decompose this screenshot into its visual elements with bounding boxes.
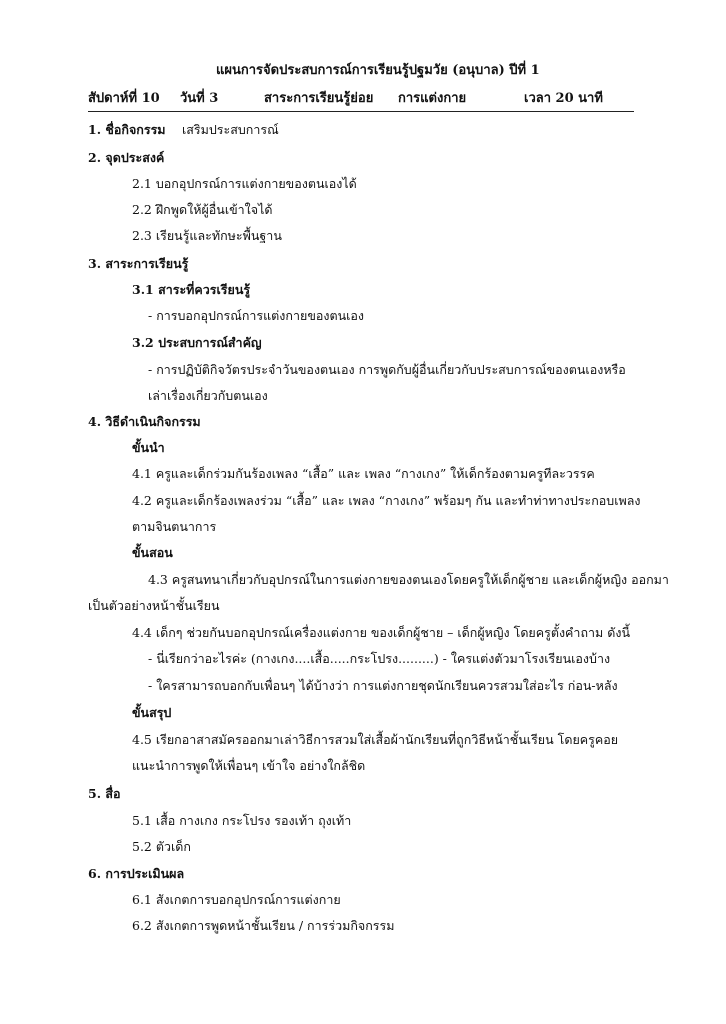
- content-item: - การบอกอุปกรณ์การแต่งกายของตนเอง: [148, 308, 365, 323]
- evaluation-item: 6.2 สังเกตการพูดหน้าชั้นเรียน / การร่วมกิจกรรม: [132, 918, 395, 933]
- section-3-heading: 3. สาระการเรียนรู้: [88, 256, 189, 271]
- objective-item: 2.1 บอกอุปกรณ์การแต่งกายของตนเองได้: [132, 176, 357, 191]
- section-2-heading: 2. จุดประสงค์: [88, 150, 165, 165]
- evaluation-item: 6.1 สังเกตการบอกอุปกรณ์การแต่งกาย: [132, 892, 341, 907]
- day-label: วันที่ 3: [180, 91, 219, 106]
- procedure-item: 4.5 เรียกอาสาสมัครออกมาเล่าวิธีการสวมใส่เสื้อผ้านักเรียนที่ถูกวิธีหน้าชั้นเรียน โดยครูคอย: [132, 732, 619, 747]
- procedure-item: 4.2 ครูและเด็กร้องเพลงร่วม “เสื้อ” และ เพลง “กางเกง” พร้อมๆ กัน และทำท่าทางประกอบเพลง: [132, 493, 641, 508]
- procedure-item-cont: เป็นตัวอย่างหน้าชั้นเรียน: [88, 598, 220, 613]
- summary-heading: ขั้นสรุป: [132, 705, 172, 720]
- time-label: เวลา 20 นาที: [524, 91, 603, 106]
- topic-label: สาระการเรียนรู้ย่อย: [264, 91, 374, 106]
- subsection-3-1-heading: 3.1 สาระที่ควรเรียนรู้: [132, 282, 251, 297]
- objective-item: 2.3 เรียนรู้และทักษะพื้นฐาน: [132, 228, 282, 243]
- subsection-3-2-heading: 3.2 ประสบการณ์สำคัญ: [132, 335, 262, 350]
- section-6-heading: 6. การประเมินผล: [88, 866, 185, 881]
- question-item: - นี่เรียกว่าอะไรค่ะ (กางเกง....เสื้อ.....กระโปรง.........) - ใครแต่งตัวมาโรงเรียนเองบ้าง: [148, 651, 611, 666]
- objective-item: 2.2 ฝึกพูดให้ผู้อื่นเข้าใจได้: [132, 202, 273, 217]
- content-item-cont: เล่าเรื่องเกี่ยวกับตนเอง: [148, 388, 268, 403]
- procedure-item: 4.4 เด็กๆ ช่วยกันบอกอุปกรณ์เครื่องแต่งกาย ของเด็กผู้ชาย – เด็กผู้หญิง โดยครูตั้งคำถาม ดังนี้: [132, 625, 631, 640]
- procedure-item-cont: แนะนำการพูดให้เพื่อนๆ เข้าใจ อย่างใกล้ชิด: [132, 758, 366, 773]
- activity-name: เสริมประสบการณ์: [182, 122, 279, 137]
- procedure-item: 4.3 ครูสนทนาเกี่ยวกับอุปกรณ์ในการแต่งกายของตนเองโดยครูให้เด็กผู้ชาย และเด็กผู้หญิง ออกมา: [148, 572, 669, 587]
- page-title: แผนการจัดประสบการณ์การเรียนรู้ปฐมวัย (อนุบาล) ปีที่ 1: [216, 63, 540, 78]
- topic-value: การแต่งกาย: [398, 91, 467, 106]
- section-4-heading: 4. วิธีดำเนินกิจกรรม: [88, 414, 201, 429]
- question-item: - ใครสามารถบอกกับเพื่อนๆ ได้บ้างว่า การแต่งกายชุดนักเรียนควรสวมใส่อะไร ก่อน-หลัง: [148, 678, 618, 693]
- header-divider: [88, 111, 634, 112]
- procedure-item: 4.1 ครูและเด็กร่วมกันร้องเพลง “เสื้อ” และ เพลง “กางเกง” ให้เด็กร้องตามครูทีละวรรค: [132, 466, 595, 481]
- content-item: - การปฏิบัติกิจวัตรประจำวันของตนเอง การพูดกับผู้อื่นเกี่ยวกับประสบการณ์ของตนเองหรือ: [148, 362, 626, 377]
- media-item: 5.2 ตัวเด็ก: [132, 839, 191, 854]
- media-item: 5.1 เสื้อ กางเกง กระโปรง รองเท้า ถุงเท้า: [132, 813, 352, 828]
- section-1-heading: 1. ชื่อกิจกรรม: [88, 122, 166, 137]
- week-label: สัปดาห์ที่ 10: [88, 91, 160, 106]
- procedure-item-cont: ตามจินตนาการ: [132, 519, 217, 534]
- teach-heading: ขั้นสอน: [132, 545, 173, 560]
- intro-heading: ขั้นนำ: [132, 440, 165, 455]
- section-5-heading: 5. สื่อ: [88, 786, 121, 801]
